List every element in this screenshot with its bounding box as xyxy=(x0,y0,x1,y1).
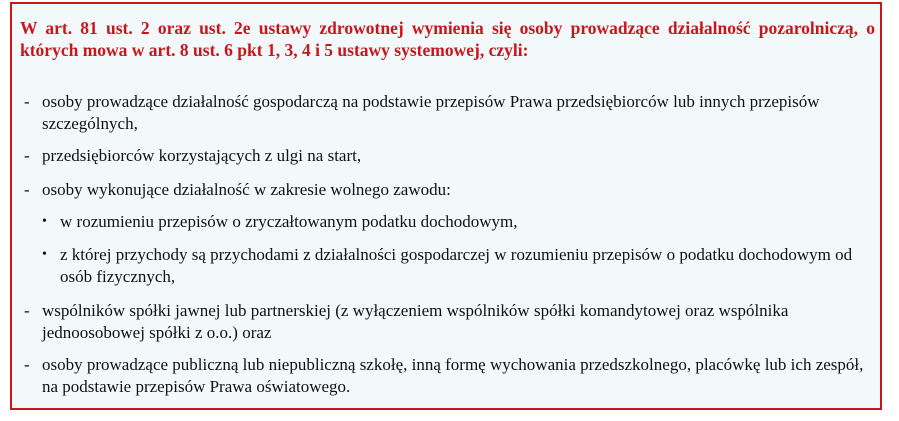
info-box xyxy=(10,2,882,410)
sub-list-item-text: w rozumieniu przepisów o zryczałtowanym podatku dochodowym, xyxy=(60,212,518,231)
dash-marker: - xyxy=(24,301,30,320)
sub-list-item-text: z której przychody są przychodami z działalności gospodarczej w rozumieniu przepisów o podatku dochodowym od osób fizycznych, xyxy=(60,245,853,286)
dash-marker: - xyxy=(24,146,30,165)
list-item-text: osoby wykonujące działalność w zakresie wolnego zawodu: xyxy=(42,180,451,199)
dash-marker: - xyxy=(24,92,30,111)
list-item-text: przedsiębiorców korzystających z ulgi na start, xyxy=(42,146,362,165)
bullet-marker: • xyxy=(42,214,47,229)
list-item xyxy=(24,91,874,135)
list-item xyxy=(24,145,874,167)
list-item xyxy=(24,300,874,344)
dash-marker: - xyxy=(24,355,30,374)
list-item-text: wspólników spółki jawnej lub partnerskiej (z wyłączeniem wspólników spółki komandytowej oraz wspólnika jednoosobowej spółki z o.o.) oraz xyxy=(42,301,789,342)
box-heading: W art. 81 ust. 2 oraz ust. 2e ustawy zdrowotnej wymienia się osoby prowadzące działalność pozarolniczą, o których mowa w art. 8 ust. 6 pkt 1, 3, 4 i 5 ustawy systemowej, czyli: xyxy=(20,18,875,60)
list-item-text: osoby prowadzące działalność gospodarczą na podstawie przepisów Prawa przedsiębiorców lub innych przepisów szczególnych, xyxy=(42,92,820,133)
list-item xyxy=(24,354,874,398)
list-item xyxy=(24,179,874,201)
list-item-text: osoby prowadzące publiczną lub niepubliczną szkołę, inną formę wychowania przedszkolnego, placówkę lub ich zespół, na podstawie przepisów Prawa oświatowego. xyxy=(42,355,864,396)
sub-list-item xyxy=(42,244,874,288)
sub-list-item xyxy=(42,211,874,233)
dash-marker: - xyxy=(24,180,30,199)
bullet-marker: • xyxy=(42,247,47,262)
